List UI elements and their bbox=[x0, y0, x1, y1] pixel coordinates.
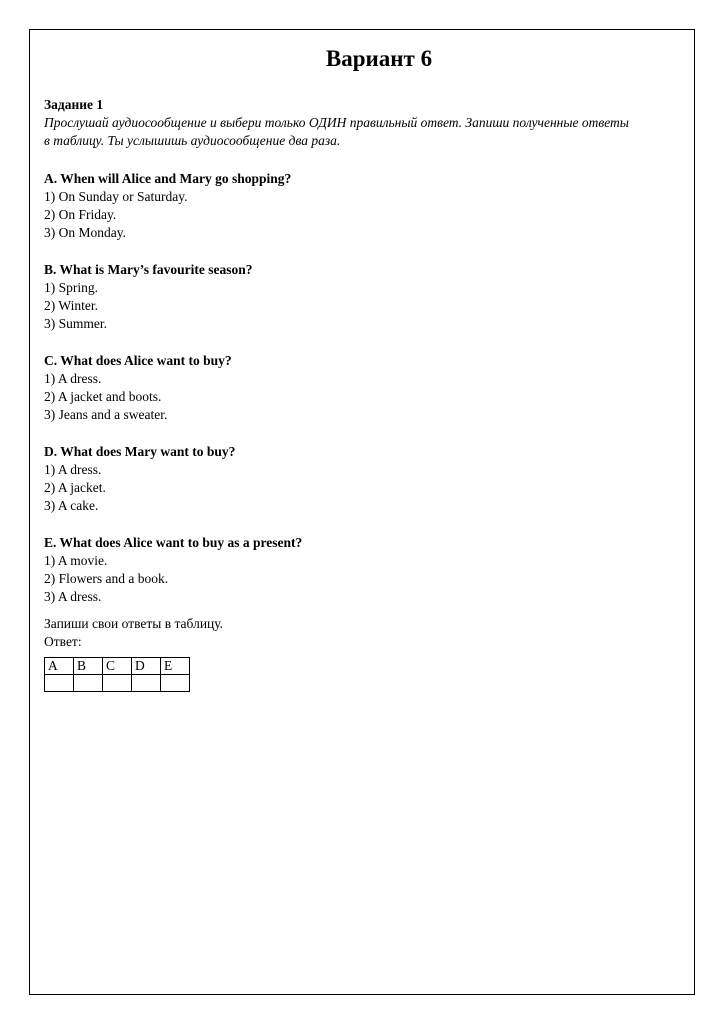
answer-cell-e[interactable] bbox=[161, 675, 190, 692]
answer-table-header-row bbox=[45, 658, 190, 675]
option: 3) A cake. bbox=[44, 498, 99, 513]
option: 1) A dress. bbox=[44, 462, 102, 477]
answer-label: Ответ: bbox=[44, 634, 82, 649]
question-d bbox=[44, 443, 684, 515]
question-b bbox=[44, 261, 684, 333]
task-heading: Задание 1 bbox=[44, 97, 104, 112]
option: 3) On Monday. bbox=[44, 225, 126, 240]
option: 3) Summer. bbox=[44, 316, 107, 331]
question-text: D. What does Mary want to buy? bbox=[44, 444, 236, 459]
answer-cell-d[interactable] bbox=[132, 675, 161, 692]
question-text: C. What does Alice want to buy? bbox=[44, 353, 232, 368]
answer-table-input-row bbox=[45, 675, 190, 692]
task-instruction bbox=[44, 114, 684, 150]
option: 2) On Friday. bbox=[44, 207, 117, 222]
option: 1) On Sunday or Saturday. bbox=[44, 189, 188, 204]
answer-header-a: A bbox=[45, 658, 74, 675]
answer-header-d: D bbox=[132, 658, 161, 675]
option: 2) Winter. bbox=[44, 298, 98, 313]
option: 2) A jacket. bbox=[44, 480, 106, 495]
worksheet bbox=[44, 44, 684, 692]
question-a bbox=[44, 170, 684, 242]
answer-cell-c[interactable] bbox=[103, 675, 132, 692]
option: 3) A dress. bbox=[44, 589, 102, 604]
option: 1) A dress. bbox=[44, 371, 102, 386]
question-text: A. When will Alice and Mary go shopping? bbox=[44, 171, 292, 186]
instruction-line-2: в таблицу. Ты услышишь аудиосообщение два раза. bbox=[44, 133, 341, 148]
answer-header-c: C bbox=[103, 658, 132, 675]
question-text: E. What does Alice want to buy as a present? bbox=[44, 535, 303, 550]
option: 2) Flowers and a book. bbox=[44, 571, 169, 586]
answer-cell-b[interactable] bbox=[74, 675, 103, 692]
option: 1) A movie. bbox=[44, 553, 108, 568]
answer-cell-a[interactable] bbox=[45, 675, 74, 692]
answer-header-e: E bbox=[161, 658, 190, 675]
question-text: B. What is Mary’s favourite season? bbox=[44, 262, 253, 277]
option: 2) A jacket and boots. bbox=[44, 389, 162, 404]
question-c bbox=[44, 352, 684, 424]
question-e bbox=[44, 534, 684, 606]
page-title: Вариант 6 bbox=[325, 46, 433, 71]
option: 3) Jeans and a sweater. bbox=[44, 407, 168, 422]
answer-header-b: B bbox=[74, 658, 103, 675]
answer-table bbox=[44, 657, 190, 692]
instruction-line-1: Прослушай аудиосообщение и выбери только ОДИН правильный ответ. Запиши полученные ответы bbox=[44, 115, 629, 130]
option: 1) Spring. bbox=[44, 280, 98, 295]
write-answers-instruction: Запиши свои ответы в таблицу. bbox=[44, 616, 224, 631]
